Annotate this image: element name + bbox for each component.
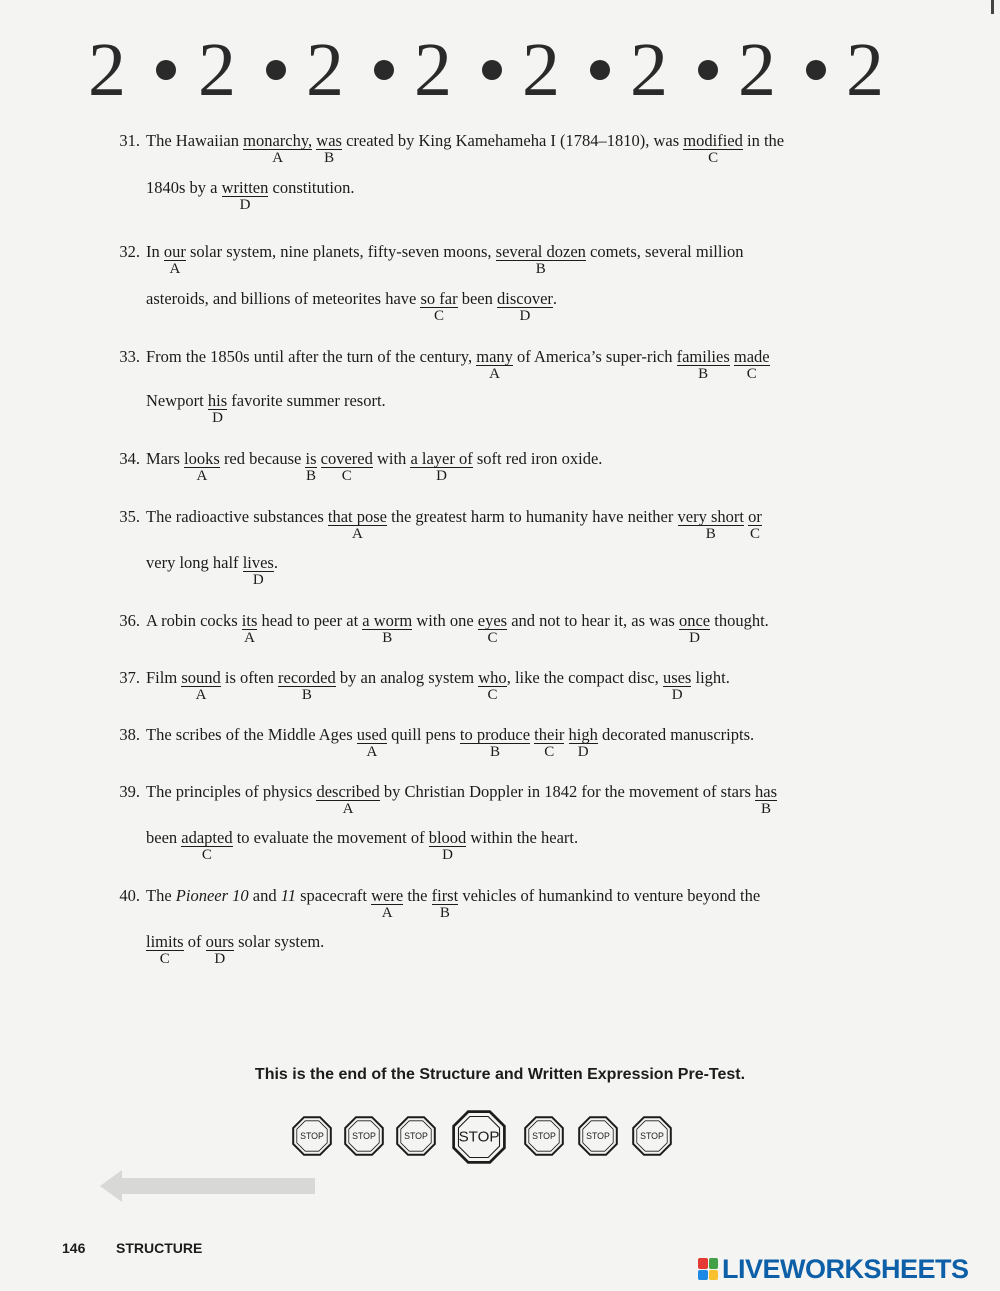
- question-line: [146, 885, 761, 921]
- question-number: 40.: [119, 886, 140, 905]
- option-text: high: [568, 725, 598, 744]
- option-text: once: [678, 611, 711, 630]
- stop-sign-icon: [292, 1116, 332, 1156]
- option-letter: B: [489, 744, 500, 760]
- option-letter: D: [689, 630, 700, 646]
- question-text: thought.: [710, 611, 769, 630]
- question-text: the greatest harm to humanity have neither: [387, 507, 678, 526]
- option-letter: C: [544, 744, 555, 760]
- stop-sign-icon: [524, 1116, 564, 1156]
- question-text: constitution.: [268, 178, 355, 197]
- underlined-option[interactable]: [662, 668, 692, 703]
- option-letter: D: [239, 197, 251, 213]
- stop-sign-icon: [344, 1116, 384, 1156]
- question-line: [146, 781, 778, 817]
- option-letter: A: [244, 630, 255, 646]
- banner-dot: [374, 60, 394, 80]
- option-letter: B: [439, 905, 450, 921]
- option-text: is: [305, 449, 317, 468]
- option-text: their: [534, 725, 565, 744]
- option-text: were: [371, 886, 404, 905]
- banner-dot: [698, 60, 718, 80]
- option-letter: C: [159, 951, 170, 967]
- banner-digit: 2: [846, 28, 884, 112]
- question-text: solar system, nine planets, fifty-seven moons,: [185, 242, 496, 261]
- question-text: asteroids, and billions of meteorites have: [146, 289, 421, 308]
- option-letter: D: [212, 410, 223, 426]
- page-edge-mark: [991, 0, 994, 14]
- option-text: lives: [242, 553, 274, 572]
- question-text: spacecraft: [296, 886, 372, 905]
- question-text: favorite summer resort.: [227, 391, 386, 410]
- option-text: modified: [683, 131, 743, 150]
- question-text: 1840s by a: [146, 178, 222, 197]
- underlined-option[interactable]: [497, 289, 553, 324]
- underlined-option[interactable]: [146, 932, 184, 967]
- question-line: [146, 448, 603, 484]
- option-text: uses: [662, 668, 692, 687]
- question-text: in the: [742, 131, 785, 150]
- option-letter: D: [252, 572, 264, 588]
- end-of-test-notice: This is the end of the Structure and Written Expression Pre-Test.: [254, 1066, 746, 1083]
- question-text: A robin cocks: [146, 611, 242, 630]
- underlined-option[interactable]: [184, 449, 220, 484]
- question-number: 37.: [119, 668, 140, 687]
- option-letter: D: [519, 308, 531, 324]
- option-letter: B: [761, 801, 772, 817]
- option-letter: D: [436, 468, 447, 484]
- option-text: first: [431, 886, 459, 905]
- underlined-option[interactable]: [316, 782, 380, 817]
- option-letter: B: [305, 468, 316, 484]
- underlined-option[interactable]: [428, 828, 467, 863]
- faded-arrow-icon: [100, 1168, 320, 1204]
- question-text: .: [273, 553, 278, 572]
- option-letter: C: [749, 526, 760, 542]
- underlined-option[interactable]: [316, 131, 342, 166]
- question-number: 38.: [119, 725, 140, 744]
- option-text: covered: [320, 449, 373, 468]
- section-banner: [88, 28, 908, 112]
- option-text: described: [316, 782, 380, 801]
- option-text: a worm: [362, 611, 413, 630]
- question-text: light.: [691, 668, 730, 687]
- question-number: 39.: [119, 782, 140, 801]
- question-text: of: [183, 932, 206, 951]
- underlined-option[interactable]: [243, 131, 313, 166]
- banner-dot: [266, 60, 286, 80]
- banner-dot: [806, 60, 826, 80]
- underlined-option[interactable]: [677, 507, 744, 542]
- question-text: the: [403, 886, 432, 905]
- underlined-option[interactable]: [207, 391, 228, 426]
- logo-square: [709, 1258, 719, 1269]
- option-letter: B: [324, 150, 335, 166]
- underlined-option[interactable]: [371, 886, 404, 921]
- question-line: [146, 724, 755, 760]
- option-text: very short: [677, 507, 744, 526]
- option-letter: B: [698, 366, 709, 382]
- option-letter: A: [366, 744, 378, 760]
- question-text: by Christian Doppler in 1842 for the movement of stars: [379, 782, 756, 801]
- underlined-option[interactable]: [420, 289, 458, 324]
- underlined-option[interactable]: [678, 611, 711, 646]
- option-letter: C: [487, 687, 498, 703]
- option-letter: A: [489, 366, 500, 382]
- option-letter: A: [195, 687, 207, 703]
- question-text: The radioactive substances: [146, 507, 328, 526]
- question-text: The principles of physics: [146, 782, 317, 801]
- stop-sign-label: STOP: [458, 1128, 500, 1146]
- option-letter: A: [342, 801, 354, 817]
- banner-digit: 2: [306, 28, 344, 112]
- option-text: blood: [428, 828, 467, 847]
- option-text: that pose: [327, 507, 388, 526]
- option-text: used: [356, 725, 388, 744]
- option-letter: C: [487, 630, 498, 646]
- question-text: with: [372, 449, 411, 468]
- option-letter: D: [442, 847, 453, 863]
- underlined-option[interactable]: [459, 725, 531, 760]
- option-text: made: [733, 347, 770, 366]
- question-number: 33.: [119, 347, 140, 366]
- underlined-option[interactable]: [733, 347, 770, 382]
- underlined-option[interactable]: [241, 611, 258, 646]
- option-text: adapted: [181, 828, 233, 847]
- underlined-option[interactable]: [495, 242, 586, 277]
- question-text: red because: [219, 449, 306, 468]
- banner-digit: 2: [198, 28, 236, 112]
- option-text: to produce: [459, 725, 531, 744]
- logo-square: [698, 1270, 708, 1281]
- option-text: limits: [146, 932, 184, 951]
- question-line: [146, 390, 386, 426]
- stop-sign-icon: [452, 1110, 506, 1164]
- stop-sign-label: STOP: [404, 1131, 428, 1142]
- option-text: our: [163, 242, 186, 261]
- underlined-option[interactable]: [477, 611, 508, 646]
- underlined-option[interactable]: [568, 725, 598, 760]
- underlined-option[interactable]: [534, 725, 565, 760]
- banner-dot: [482, 60, 502, 80]
- question-text: by an analog system: [335, 668, 479, 687]
- question-text: been: [457, 289, 497, 308]
- question-text: to evaluate the movement of: [232, 828, 429, 847]
- option-text: or: [748, 507, 762, 526]
- section-label: STRUCTURE: [116, 1240, 203, 1256]
- option-text: many: [476, 347, 513, 366]
- question-line: [146, 827, 579, 863]
- question-text: The Hawaiian: [146, 131, 244, 150]
- underlined-option[interactable]: [362, 611, 413, 646]
- question-text: The: [146, 886, 176, 905]
- page-number: 146: [62, 1240, 86, 1256]
- option-text: discover: [497, 289, 553, 308]
- question-text: In: [146, 242, 164, 261]
- question-text: comets, several million: [585, 242, 744, 261]
- banner-digit: 2: [738, 28, 776, 112]
- stop-sign-label: STOP: [586, 1131, 610, 1142]
- question-number: 32.: [119, 242, 140, 261]
- question-text: head to peer at: [257, 611, 363, 630]
- question-text: been: [146, 828, 182, 847]
- question-text: created by King Kamehameha I (1784–1810), was: [341, 131, 684, 150]
- question-number: 35.: [119, 507, 140, 526]
- option-letter: C: [746, 366, 757, 382]
- option-text: looks: [184, 449, 220, 468]
- underlined-option[interactable]: [181, 828, 233, 863]
- option-letter: D: [671, 687, 683, 703]
- option-letter: B: [535, 261, 546, 277]
- question-text: vehicles of humankind to venture beyond the: [458, 886, 761, 905]
- question-text: and not to hear it, as was: [507, 611, 679, 630]
- option-text: eyes: [477, 611, 508, 630]
- italic-text: Pioneer 10: [175, 886, 249, 905]
- option-letter: B: [382, 630, 393, 646]
- question-text: and: [248, 886, 281, 905]
- question-text: quill pens: [387, 725, 460, 744]
- option-text: families: [676, 347, 730, 366]
- underlined-option[interactable]: [221, 178, 269, 213]
- option-text: ours: [205, 932, 235, 951]
- question-line: [146, 288, 558, 324]
- question-text: Mars: [146, 449, 185, 468]
- option-letter: A: [381, 905, 393, 921]
- question-text: very long half: [146, 553, 243, 572]
- option-text: so far: [420, 289, 458, 308]
- option-text: was: [316, 131, 342, 150]
- question-text: solar system.: [234, 932, 325, 951]
- underlined-option[interactable]: [755, 782, 778, 817]
- banner-dot: [590, 60, 610, 80]
- option-text: a layer of: [410, 449, 473, 468]
- option-text: his: [207, 391, 228, 410]
- question-line: [146, 130, 785, 166]
- underlined-option[interactable]: [278, 668, 336, 703]
- underlined-option[interactable]: [356, 725, 388, 760]
- question-line: [146, 177, 355, 213]
- underlined-option[interactable]: [242, 553, 274, 588]
- question-number: 36.: [119, 611, 140, 630]
- option-text: several dozen: [495, 242, 586, 261]
- underlined-option[interactable]: [676, 347, 730, 382]
- liveworksheets-watermark: [698, 1254, 969, 1284]
- option-letter: A: [169, 261, 181, 277]
- option-text: who: [478, 668, 507, 687]
- option-letter: B: [705, 526, 716, 542]
- underlined-option[interactable]: [327, 507, 388, 542]
- question-text: .: [552, 289, 558, 308]
- question-line: [146, 506, 762, 542]
- underlined-option[interactable]: [478, 668, 507, 703]
- stop-sign-label: STOP: [532, 1131, 556, 1142]
- underlined-option[interactable]: [476, 347, 513, 382]
- option-letter: D: [214, 951, 226, 967]
- stop-sign-label: STOP: [640, 1131, 664, 1142]
- underlined-option[interactable]: [431, 886, 459, 921]
- question-text: of America’s super-rich: [512, 347, 677, 366]
- banner-digit: 2: [522, 28, 560, 112]
- underlined-option[interactable]: [320, 449, 373, 484]
- option-text: written: [221, 178, 269, 197]
- question-text: The scribes of the Middle Ages: [146, 725, 357, 744]
- underlined-option[interactable]: [163, 242, 186, 277]
- option-letter: B: [301, 687, 312, 703]
- underlined-option[interactable]: [410, 449, 473, 484]
- question-text: decorated manuscripts.: [597, 725, 755, 744]
- option-text: has: [755, 782, 778, 801]
- stop-sign-icon: [578, 1116, 618, 1156]
- option-letter: C: [341, 468, 352, 484]
- option-letter: A: [352, 526, 363, 542]
- question-number: 34.: [119, 449, 140, 468]
- question-text: within the heart.: [466, 828, 579, 847]
- question-text: soft red iron oxide.: [472, 449, 603, 468]
- option-text: recorded: [278, 668, 336, 687]
- question-text: , like the compact disc,: [506, 668, 663, 687]
- liveworksheets-brand: LIVEWORKSHEETS: [722, 1253, 969, 1284]
- underlined-option[interactable]: [305, 449, 317, 484]
- question-text: with one: [412, 611, 478, 630]
- question-text: Newport: [146, 391, 208, 410]
- stop-sign-label: STOP: [352, 1131, 376, 1142]
- option-letter: C: [434, 308, 445, 324]
- question-text: From the 1850s until after the turn of the century,: [146, 347, 477, 366]
- question-line: [146, 931, 325, 967]
- banner-digit: 2: [414, 28, 452, 112]
- question-line: [146, 346, 770, 382]
- option-letter: A: [272, 150, 284, 166]
- banner-dot: [156, 60, 176, 80]
- stop-sign-icon: [632, 1116, 672, 1156]
- liveworksheets-logo-icon: [698, 1258, 718, 1280]
- underlined-option[interactable]: [205, 932, 235, 967]
- option-letter: C: [201, 847, 212, 863]
- question-text: Film: [146, 668, 182, 687]
- question-number: 31.: [119, 131, 140, 150]
- underlined-option[interactable]: [748, 507, 762, 542]
- banner-digit: 2: [88, 28, 126, 112]
- stop-sign-label: STOP: [300, 1131, 324, 1142]
- option-letter: A: [196, 468, 208, 484]
- option-letter: C: [708, 150, 719, 166]
- logo-square: [698, 1258, 708, 1269]
- option-text: monarchy,: [243, 131, 313, 150]
- logo-square: [709, 1270, 719, 1281]
- option-text: its: [241, 611, 258, 630]
- option-letter: D: [577, 744, 589, 760]
- underlined-option[interactable]: [683, 131, 743, 166]
- option-text: sound: [181, 668, 221, 687]
- question-line: [146, 667, 730, 703]
- banner-digit: 2: [630, 28, 668, 112]
- underlined-option[interactable]: [181, 668, 221, 703]
- question-line: [146, 552, 278, 588]
- stop-sign-icon: [396, 1116, 436, 1156]
- question-line: [146, 610, 769, 646]
- italic-text: 11: [280, 886, 296, 905]
- question-text: is often: [220, 668, 279, 687]
- question-line: [146, 241, 744, 277]
